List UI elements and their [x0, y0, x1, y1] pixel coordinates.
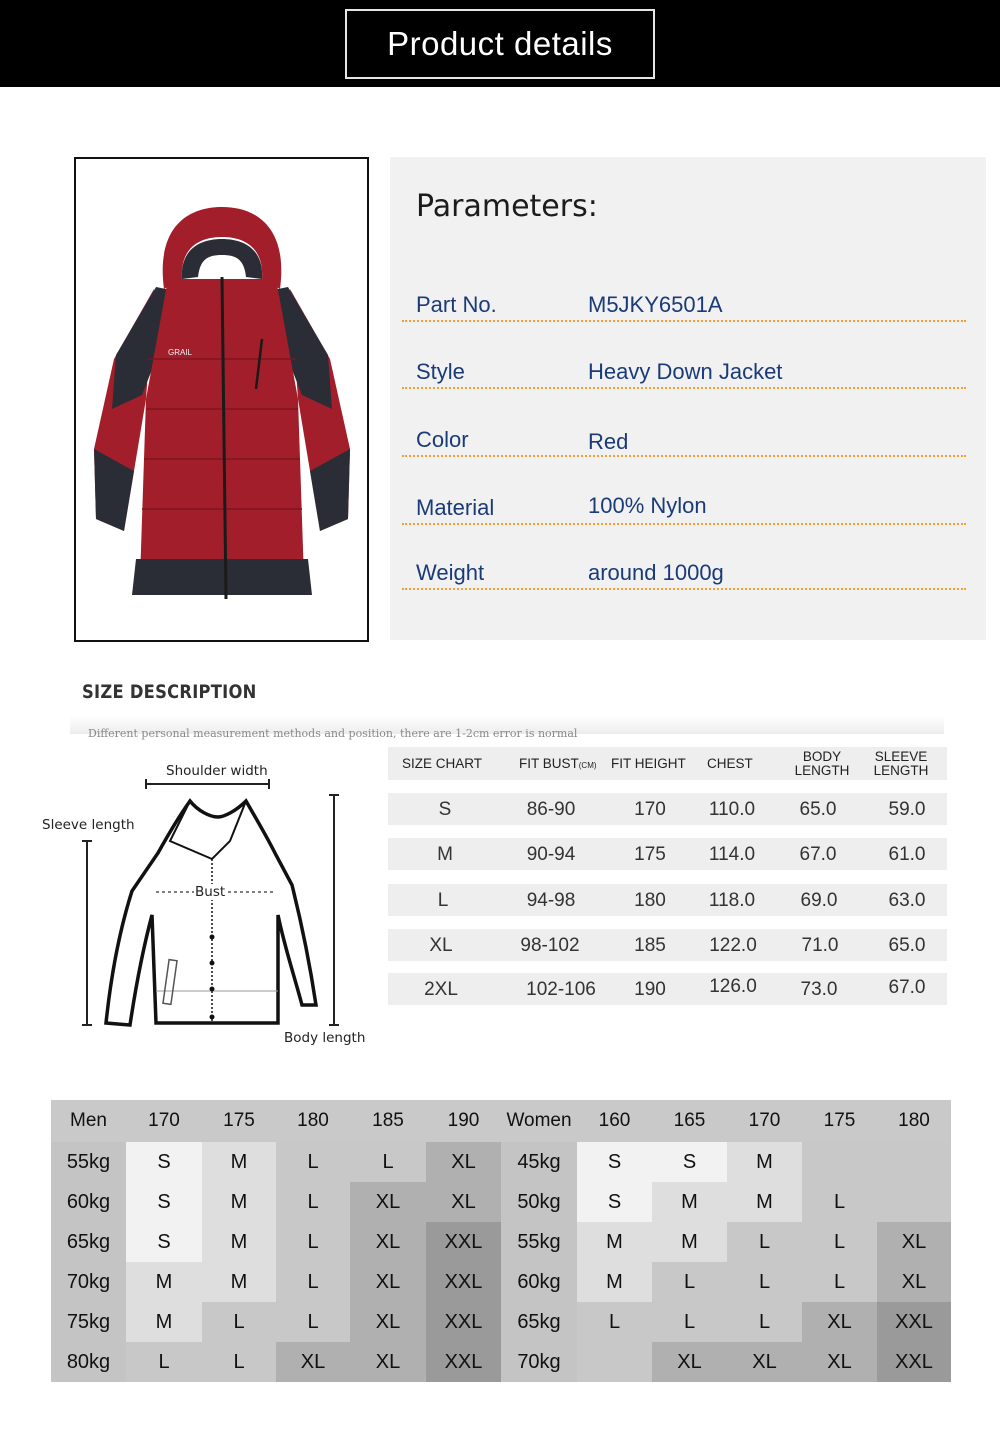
- header-size-chart: SIZE CHART: [402, 756, 483, 771]
- women-size-cell: M: [652, 1182, 727, 1222]
- cell-sleeve-length: 63.0: [888, 890, 926, 911]
- cell-fit-height: 180: [634, 890, 666, 911]
- men-size-cell: S: [126, 1222, 202, 1262]
- women-size-cell: XL: [802, 1302, 877, 1342]
- param-row-color: [402, 427, 966, 457]
- men-size-cell: S: [126, 1182, 202, 1222]
- men-height-header: 180: [276, 1100, 350, 1142]
- cell-fit-bust: 94-98: [526, 890, 576, 911]
- header-sleeve-length: SLEEVE LENGTH: [873, 749, 929, 778]
- cell-chest: 118.0: [708, 890, 756, 911]
- cell-body-length: 69.0: [800, 890, 838, 911]
- param-value: 100% Nylon: [588, 493, 707, 518]
- cell-fit-bust: 90-94: [526, 844, 576, 865]
- women-height-header: 175: [802, 1100, 877, 1142]
- women-size-cell: L: [802, 1222, 877, 1262]
- women-size-cell: XXL: [877, 1342, 951, 1382]
- women-size-cell: L: [802, 1262, 877, 1302]
- men-size-cell: XXL: [426, 1262, 501, 1302]
- cell-chest: 122.0: [709, 935, 757, 956]
- cell-fit-height: 190: [634, 979, 666, 1000]
- param-label: Weight: [416, 560, 485, 585]
- men-size-cell: XL: [276, 1342, 350, 1382]
- param-value: Red: [588, 429, 629, 454]
- men-size-cell: L: [202, 1302, 276, 1342]
- men-size-cell: L: [276, 1142, 350, 1182]
- men-size-cell: XL: [350, 1342, 426, 1382]
- women-weight-label: 70kg: [501, 1342, 577, 1382]
- men-size-cell: L: [276, 1302, 350, 1342]
- men-size-cell: M: [126, 1262, 202, 1302]
- header-fit-height: FIT HEIGHT: [611, 756, 686, 771]
- param-label: Material: [416, 495, 495, 520]
- men-header: Men: [51, 1100, 126, 1142]
- men-weight-label: 55kg: [51, 1142, 126, 1182]
- cell-fit-height: 185: [634, 935, 666, 956]
- women-size-cell: XL: [652, 1342, 727, 1382]
- cell-body-length: 73.0: [800, 979, 838, 1000]
- men-size-cell: M: [202, 1182, 276, 1222]
- women-weight-label: 45kg: [501, 1142, 577, 1182]
- women-size-cell: XL: [877, 1222, 951, 1262]
- measurement-diagram: [40, 755, 380, 1055]
- men-size-cell: L: [276, 1182, 350, 1222]
- men-size-cell: M: [202, 1222, 276, 1262]
- men-size-cell: M: [202, 1142, 276, 1182]
- women-size-cell: L: [802, 1182, 877, 1222]
- men-weight-label: 60kg: [51, 1182, 126, 1222]
- cell-fit-bust: 86-90: [526, 799, 576, 820]
- men-height-header: 185: [350, 1100, 426, 1142]
- women-size-cell: L: [577, 1302, 652, 1342]
- women-size-cell: S: [577, 1142, 652, 1182]
- cell-body-length: 65.0: [799, 799, 837, 820]
- women-size-cell: XL: [802, 1342, 877, 1382]
- header-fit-bust: [519, 757, 597, 773]
- men-weight-label: 65kg: [51, 1222, 126, 1262]
- men-weight-label: 75kg: [51, 1302, 126, 1342]
- women-size-cell: XL: [727, 1342, 802, 1382]
- cell-chest: 110.0: [708, 799, 756, 820]
- women-size-cell: L: [727, 1222, 802, 1262]
- women-size-cell: [877, 1182, 951, 1222]
- women-header: Women: [501, 1100, 577, 1142]
- women-size-cell: L: [727, 1262, 802, 1302]
- page-title: Product details: [387, 25, 613, 62]
- women-size-cell: M: [727, 1142, 802, 1182]
- women-size-cell: S: [577, 1182, 652, 1222]
- women-size-cell: [802, 1142, 877, 1182]
- param-value: M5JKY6501A: [588, 292, 723, 317]
- men-size-cell: L: [276, 1262, 350, 1302]
- men-size-cell: L: [126, 1342, 202, 1382]
- men-size-cell: XL: [350, 1262, 426, 1302]
- cell-fit-height: 175: [634, 844, 666, 865]
- param-value: around 1000g: [588, 560, 724, 585]
- parameters-panel: [390, 157, 986, 640]
- women-size-cell: M: [577, 1222, 652, 1262]
- cell-size: XL: [429, 935, 453, 956]
- cell-body-length: 71.0: [801, 935, 839, 956]
- women-size-cell: M: [652, 1222, 727, 1262]
- cell-fit-height: 170: [634, 799, 666, 820]
- women-size-cell: XL: [877, 1262, 951, 1302]
- size-row: [388, 793, 947, 825]
- men-size-cell: L: [350, 1142, 426, 1182]
- header-chest: CHEST: [707, 756, 753, 771]
- men-size-cell: L: [202, 1342, 276, 1382]
- cell-chest: 114.0: [708, 844, 756, 865]
- women-size-cell: S: [652, 1142, 727, 1182]
- cell-size: 2XL: [424, 979, 458, 1000]
- men-size-cell: XL: [350, 1182, 426, 1222]
- cell-sleeve-length: 65.0: [888, 935, 926, 956]
- women-size-cell: [877, 1142, 951, 1182]
- cell-size: S: [438, 799, 452, 820]
- women-height-header: 170: [727, 1100, 802, 1142]
- cell-fit-bust: 102-106: [526, 979, 596, 1000]
- men-size-cell: XXL: [426, 1302, 501, 1342]
- brand-label: GRAIL: [168, 348, 193, 357]
- size-chart-header: [388, 747, 947, 780]
- param-row-weight: [402, 560, 966, 590]
- param-label: Part No.: [416, 292, 497, 317]
- cell-sleeve-length: 67.0: [888, 977, 926, 998]
- women-weight-label: 65kg: [501, 1302, 577, 1342]
- women-weight-label: 55kg: [501, 1222, 577, 1262]
- param-row-material: [402, 495, 966, 525]
- cell-fit-bust: 98-102: [520, 935, 580, 956]
- header-bar: [0, 0, 1000, 87]
- size-row: [388, 838, 947, 870]
- women-size-cell: L: [652, 1302, 727, 1342]
- param-row-style: [402, 359, 966, 389]
- men-size-cell: XXL: [426, 1342, 501, 1382]
- women-size-cell: XXL: [877, 1302, 951, 1342]
- women-size-cell: [577, 1342, 652, 1382]
- men-size-cell: XL: [350, 1302, 426, 1342]
- women-size-cell: L: [727, 1302, 802, 1342]
- size-row: [388, 884, 947, 916]
- param-label: Color: [416, 427, 469, 452]
- men-size-cell: XXL: [426, 1222, 501, 1262]
- women-weight-label: 60kg: [501, 1262, 577, 1302]
- size-row: [388, 929, 947, 961]
- param-value: Heavy Down Jacket: [588, 359, 783, 384]
- men-height-header: 190: [426, 1100, 501, 1142]
- women-size-cell: M: [577, 1262, 652, 1302]
- jacket-illustration: [76, 159, 367, 640]
- size-row: [388, 973, 947, 1005]
- men-size-cell: L: [276, 1222, 350, 1262]
- jacket-outline-icon: [40, 755, 380, 1055]
- men-size-cell: M: [202, 1262, 276, 1302]
- men-size-cell: XL: [426, 1142, 501, 1182]
- women-size-cell: L: [652, 1262, 727, 1302]
- cell-size: L: [437, 890, 449, 911]
- sleeve-length-label: Sleeve length: [42, 817, 135, 833]
- param-label: Style: [416, 359, 465, 384]
- women-height-header: 160: [577, 1100, 652, 1142]
- women-height-header: 180: [877, 1100, 951, 1142]
- bust-label: Bust: [195, 884, 226, 900]
- cell-sleeve-length: 59.0: [888, 799, 926, 820]
- men-height-header: 170: [126, 1100, 202, 1142]
- women-weight-label: 50kg: [501, 1182, 577, 1222]
- cell-size: M: [437, 844, 453, 865]
- men-size-cell: S: [126, 1142, 202, 1182]
- product-image: [74, 157, 369, 642]
- header-fit-bust-unit: (CM): [578, 761, 597, 770]
- size-description-title: SIZE DESCRIPTION: [82, 681, 257, 703]
- header-title-box: [345, 9, 655, 79]
- men-size-cell: M: [126, 1302, 202, 1342]
- men-size-cell: XL: [350, 1222, 426, 1262]
- body-length-label: Body length: [284, 1030, 366, 1046]
- weight-height-size-table: [51, 1100, 951, 1382]
- men-weight-label: 70kg: [51, 1262, 126, 1302]
- women-size-cell: M: [727, 1182, 802, 1222]
- shoulder-width-label: Shoulder width: [166, 763, 268, 779]
- header-fit-bust-text: FIT BUST: [519, 756, 579, 771]
- header-body-length: BODY LENGTH: [794, 749, 850, 778]
- cell-sleeve-length: 61.0: [888, 844, 926, 865]
- cell-chest: 126.0: [709, 976, 757, 997]
- men-size-cell: XL: [426, 1182, 501, 1222]
- men-height-header: 175: [202, 1100, 276, 1142]
- men-weight-label: 80kg: [51, 1342, 126, 1382]
- param-row-part-no: [402, 292, 966, 322]
- measurement-note: Different personal measurement methods and position, there are 1-2cm error is normal: [88, 727, 578, 740]
- parameters-title: Parameters:: [416, 189, 598, 224]
- women-height-header: 165: [652, 1100, 727, 1142]
- cell-body-length: 67.0: [799, 844, 837, 865]
